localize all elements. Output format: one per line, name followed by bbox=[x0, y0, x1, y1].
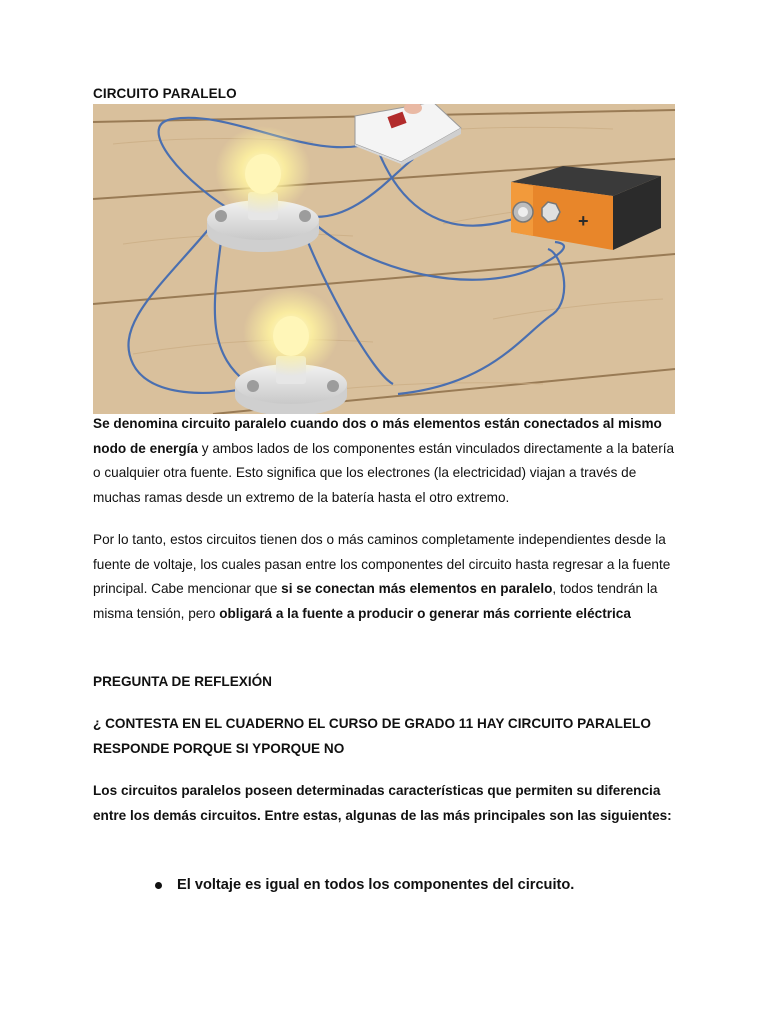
bullet-dot-icon bbox=[155, 882, 162, 889]
text-run: Se denomina circuito paralelo cuando dos o más elementos están conectados al mismo nodo de energía bbox=[93, 416, 662, 456]
bullet-text: El voltaje es igual en todos los componentes del circuito. bbox=[177, 877, 575, 893]
text-run: y ambos lados de los componentes están vinculados directamente a la batería o cualquier otra fuente. Esto significa que los electrones (la electricidad) viajan a través de muchas ramas desde un extremo de la batería hasta el otro extremo. bbox=[93, 440, 675, 505]
circuit-drawing bbox=[93, 104, 675, 414]
question-text: ¿ CONTESTA EN EL CUADERNO EL CURSO DE GRADO 11 HAY CIRCUITO PARALELO RESPONDE PORQUE SI YPORQUE NO bbox=[93, 716, 651, 756]
paragraph-definition bbox=[93, 412, 678, 510]
text-run: , todos tendrán la misma tensión, pero bbox=[93, 581, 658, 621]
text-run: Por lo tanto, estos circuitos tienen dos o más caminos completamente independientes desde la fuente de voltaje, los cuales pasan entre los componentes del circuito hasta regresar a la fuente principal. Cabe mencionar que bbox=[93, 532, 671, 597]
parallel-circuit-illustration bbox=[93, 104, 675, 414]
bulb-bottom bbox=[235, 288, 347, 414]
bulb-top bbox=[207, 126, 319, 252]
paragraph-characteristics: Los circuitos paralelos poseen determinadas características que permiten su diferencia entre los demás circuitos. Entre estas, algunas de las más principales son las siguientes: bbox=[93, 783, 672, 823]
text-run: obligará a la fuente a producir o generar más corriente eléctrica bbox=[219, 605, 631, 621]
page-title: CIRCUITO PARALELO bbox=[93, 86, 237, 101]
heading-reflexion: PREGUNTA DE REFLEXIÓN bbox=[93, 674, 272, 689]
battery-plus-label: + bbox=[578, 211, 589, 231]
text-run: si se conectan más elementos en paralelo bbox=[281, 581, 553, 597]
paragraph-paths bbox=[93, 528, 678, 626]
